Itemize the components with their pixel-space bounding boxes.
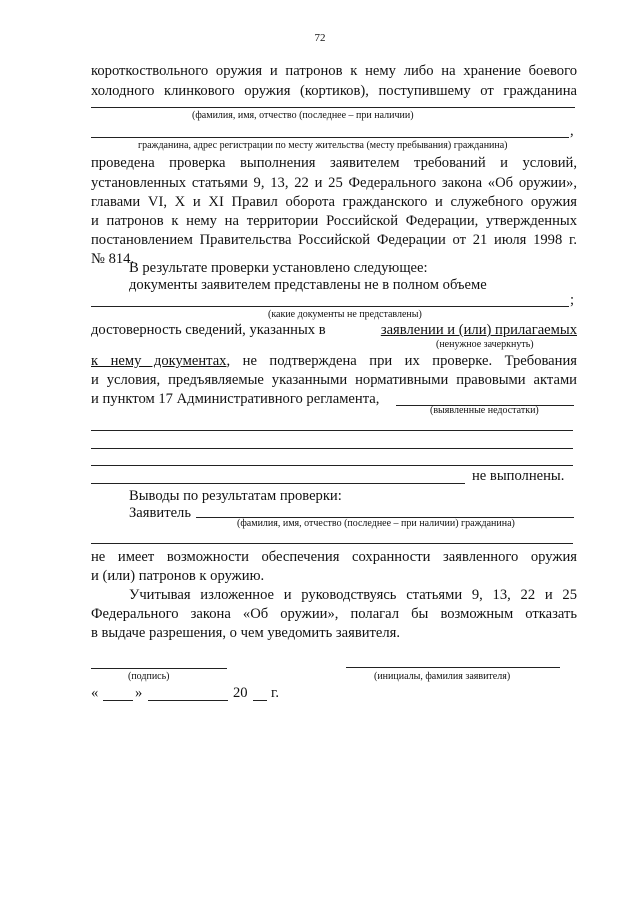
fill-line [91,430,573,431]
text-line: проведена проверка выполнения заявителем требований и условий, [91,155,577,171]
text-line: В результате проверки установлено следующее: [129,260,428,276]
field-caption: (инициалы, фамилия заявителя) [374,671,511,682]
field-caption: (выявленные недостатки) [430,405,539,416]
field-caption: (какие документы не представлены) [268,309,422,320]
date-year-suffix: г. [271,685,279,701]
name-line [346,667,560,668]
text-line: Заявитель [129,505,191,521]
text-line: короткоствольного оружия и патронов к нему либо на хранение боевого [91,63,577,79]
fill-line [91,107,575,108]
date-year-prefix: 20 [233,685,248,701]
fill-line [91,137,569,138]
field-caption: (фамилия, имя, отчество (последнее – при наличии) гражданина) [237,518,515,529]
text-line: № 814. [91,251,135,267]
text-line: Федерального закона «Об оружии», полагал бы возможным отказать [91,606,577,622]
date-quote-close: » [135,685,143,701]
field-caption: (ненужное зачеркнуть) [436,339,534,350]
fill-line [91,483,465,484]
page-number: 72 [314,32,326,44]
text-line: и условия, предъявляемые указанными нормативными правовыми актами [91,372,577,388]
text-line: и пунктом 17 Административного регламента, [91,391,380,407]
text-line: холодного клинкового оружия (кортиков), поступившему от гражданина [91,83,577,99]
fill-line [91,448,573,449]
text-segment: достоверность сведений, указанных в [91,322,326,338]
text-line: в выдаче разрешения, о чем уведомить заявителя. [91,625,401,641]
text-line: установленных статьями 9, 13, 22 и 25 Федерального закона «Об оружии», [91,175,577,191]
date-month-line [148,700,228,701]
fill-line [91,306,569,307]
field-caption: гражданина, адрес регистрации по месту жительства (месту пребывания) гражданина) [138,140,508,151]
text-line [91,352,577,371]
underlined-segment: к нему документах [91,353,227,369]
date-day-line [103,700,133,701]
text-line: Выводы по результатам проверки: [129,488,342,504]
field-caption: (фамилия, имя, отчество (последнее – при наличии) [192,110,414,121]
semicolon: ; [570,292,575,308]
field-caption: (подпись) [128,671,170,682]
signature-line [91,668,227,669]
text-segment: , не подтверждена при их проверке. Требования [226,353,577,369]
text-line: документы заявителем представлены не в полном объеме [129,277,487,293]
text-line: постановлением Правительства Российской Федерации от 21 июля 1998 г. [91,232,577,248]
date-quote-open: « [91,685,99,701]
underlined-segment: заявлении и (или) прилагаемых [380,322,577,338]
text-line: главами VI, X и XI Правил оборота гражданского и служебного оружия [91,194,577,210]
text-line: и патронов к нему на территории Российской Федерации, утвержденных [91,213,577,229]
text-line: Учитывая изложенное и руководствуясь статьями 9, 13, 22 и 25 [129,587,577,603]
text-line: не имеет возможности обеспечения сохранности заявленного оружия [91,549,577,565]
fill-line [91,543,573,544]
text-line: не выполнены. [472,468,565,484]
comma: , [570,123,574,139]
text-line: и (или) патронов к оружию. [91,568,265,584]
date-year-line [253,700,267,701]
text-line [91,321,577,340]
fill-line [91,465,573,466]
